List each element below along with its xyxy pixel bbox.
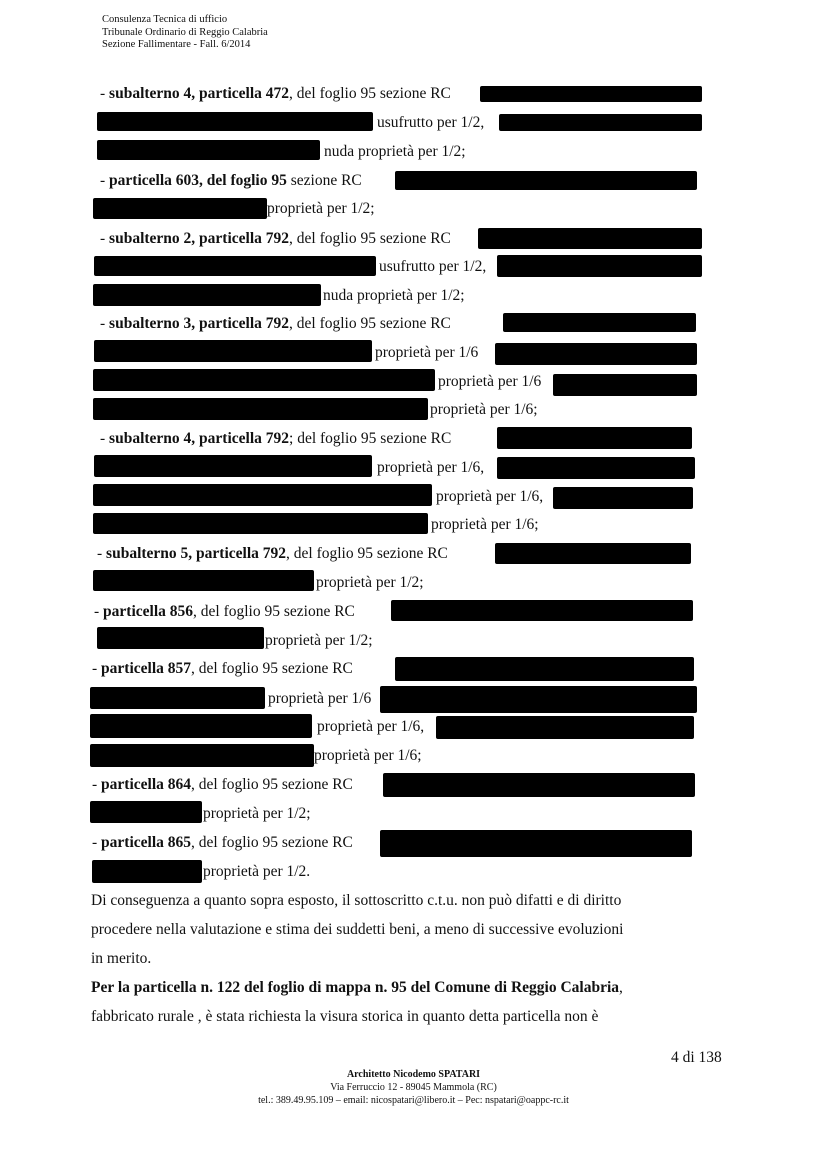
- header-line-2: Tribunale Ordinario di Reggio Calabria: [102, 26, 268, 38]
- parcel-id: particella 857: [101, 660, 192, 677]
- redaction-box: [553, 487, 693, 509]
- redaction-box: [93, 484, 432, 506]
- page-number: 4 di 138: [671, 1049, 722, 1066]
- parcel-id: particella 864: [101, 776, 192, 793]
- entry-line: usufrutto per 1/2,: [377, 114, 485, 131]
- parcel-id: subalterno 2, particella 792: [109, 230, 290, 247]
- redaction-box: [497, 427, 692, 449]
- entry-line: - subalterno 4, particella 792; del foglio 95 sezione RC: [100, 430, 452, 447]
- header-line-3: Sezione Fallimentare - Fall. 6/2014: [102, 39, 251, 50]
- entry-line: - subalterno 4, particella 472, del foglio 95 sezione RC: [100, 85, 451, 102]
- redaction-box: [499, 114, 702, 131]
- entry-line: proprietà per 1/6;: [314, 747, 422, 764]
- entry-line: proprietà per 1/6: [438, 373, 542, 390]
- redaction-box: [497, 457, 695, 479]
- redaction-box: [553, 374, 697, 396]
- entry-line: proprietà per 1/6;: [431, 516, 539, 533]
- entry-line: proprietà per 1/2;: [316, 574, 424, 591]
- entry-line: - particella 856, del foglio 95 sezione RC: [94, 603, 355, 620]
- redaction-box: [93, 284, 321, 306]
- entry-line: proprietà per 1/2;: [267, 200, 375, 217]
- parcel-id: particella 856: [103, 603, 194, 620]
- redaction-box: [480, 86, 702, 102]
- redaction-box: [94, 256, 376, 276]
- bold-heading-text: Per la particella n. 122 del foglio di mappa n. 95 del Comune di Reggio Calabria: [91, 979, 620, 996]
- document-header: [102, 14, 268, 52]
- entry-line: - particella 603, del foglio 95 sezione RC: [100, 172, 362, 189]
- redaction-box: [478, 228, 702, 249]
- footer-contacts: tel.: 389.49.95.109 – email: nicospatari@libero.it – Pec: nspatari@oappc-rc.it: [258, 1095, 569, 1106]
- footer-name: Architetto Nicodemo SPATARI: [346, 1069, 481, 1080]
- entry-line: - subalterno 5, particella 792, del foglio 95 sezione RC: [97, 545, 448, 562]
- entry-line: nuda proprietà per 1/2;: [324, 143, 466, 160]
- body-paragraph-line: Per la particella n. 122 del foglio di mappa n. 95 del Comune di Reggio Calabria,: [91, 979, 623, 996]
- entry-line: nuda proprietà per 1/2;: [323, 287, 465, 304]
- entry-line: proprietà per 1/6: [375, 344, 479, 361]
- parcel-id: subalterno 3, particella 792: [109, 315, 290, 332]
- redaction-box: [90, 687, 265, 709]
- redaction-box: [395, 171, 697, 190]
- parcel-id: subalterno 4, particella 472: [109, 85, 290, 102]
- redaction-box: [93, 570, 314, 591]
- redaction-box: [97, 140, 320, 160]
- entry-line: usufrutto per 1/2,: [379, 258, 487, 275]
- body-paragraph-line: fabbricato rurale , è stata richiesta la visura storica in quanto detta particella non è: [91, 1008, 599, 1025]
- redaction-box: [436, 716, 694, 739]
- redaction-box: [97, 112, 373, 131]
- redaction-box: [90, 744, 314, 767]
- parcel-id: subalterno 5, particella 792: [106, 545, 287, 562]
- redaction-box: [383, 773, 695, 797]
- body-paragraph-line: in merito.: [91, 950, 152, 967]
- redaction-box: [93, 198, 267, 219]
- redaction-box: [395, 657, 694, 681]
- parcel-id: particella 865: [101, 834, 192, 851]
- entry-line: proprietà per 1/6,: [436, 488, 544, 505]
- entry-line: proprietà per 1/6;: [430, 401, 538, 418]
- entry-line: proprietà per 1/2;: [203, 805, 311, 822]
- header-line-1: Consulenza Tecnica di ufficio: [102, 14, 228, 25]
- redaction-box: [94, 340, 372, 362]
- redaction-box: [93, 513, 428, 534]
- entry-line: - subalterno 3, particella 792, del foglio 95 sezione RC: [100, 315, 451, 332]
- body-paragraph-line: procedere nella valutazione e stima dei suddetti beni, a meno di successive evoluzioni: [91, 921, 624, 938]
- entry-line: - particella 864, del foglio 95 sezione RC: [92, 776, 353, 793]
- footer-address: Via Ferruccio 12 - 89045 Mammola (RC): [330, 1082, 497, 1093]
- redaction-box: [90, 801, 202, 823]
- redaction-box: [503, 313, 696, 332]
- body-paragraph-line: Di conseguenza a quanto sopra esposto, il sottoscritto c.t.u. non può difatti e di diritto: [91, 892, 622, 909]
- entry-line: proprietà per 1/6,: [317, 718, 425, 735]
- entry-line: proprietà per 1/2.: [203, 863, 311, 880]
- redaction-box: [90, 714, 312, 738]
- redaction-box: [97, 627, 264, 649]
- entry-line: proprietà per 1/6,: [377, 459, 485, 476]
- redaction-box: [495, 543, 691, 564]
- entry-line: - particella 857, del foglio 95 sezione RC: [92, 660, 353, 677]
- redaction-box: [495, 343, 697, 365]
- redaction-box: [380, 686, 697, 713]
- entry-line: - particella 865, del foglio 95 sezione RC: [92, 834, 353, 851]
- redaction-box: [380, 830, 692, 857]
- redaction-box: [94, 455, 372, 477]
- redaction-box: [92, 860, 202, 883]
- redaction-box: [93, 369, 435, 391]
- redaction-box: [391, 600, 693, 621]
- parcel-id: subalterno 4, particella 792: [109, 430, 290, 447]
- redaction-box: [497, 255, 702, 277]
- redaction-box: [93, 398, 428, 420]
- entry-line: - subalterno 2, particella 792, del foglio 95 sezione RC: [100, 230, 451, 247]
- entry-line: proprietà per 1/2;: [265, 632, 373, 649]
- entry-line: proprietà per 1/6: [268, 690, 372, 707]
- parcel-id: particella 603, del foglio 95: [109, 172, 287, 189]
